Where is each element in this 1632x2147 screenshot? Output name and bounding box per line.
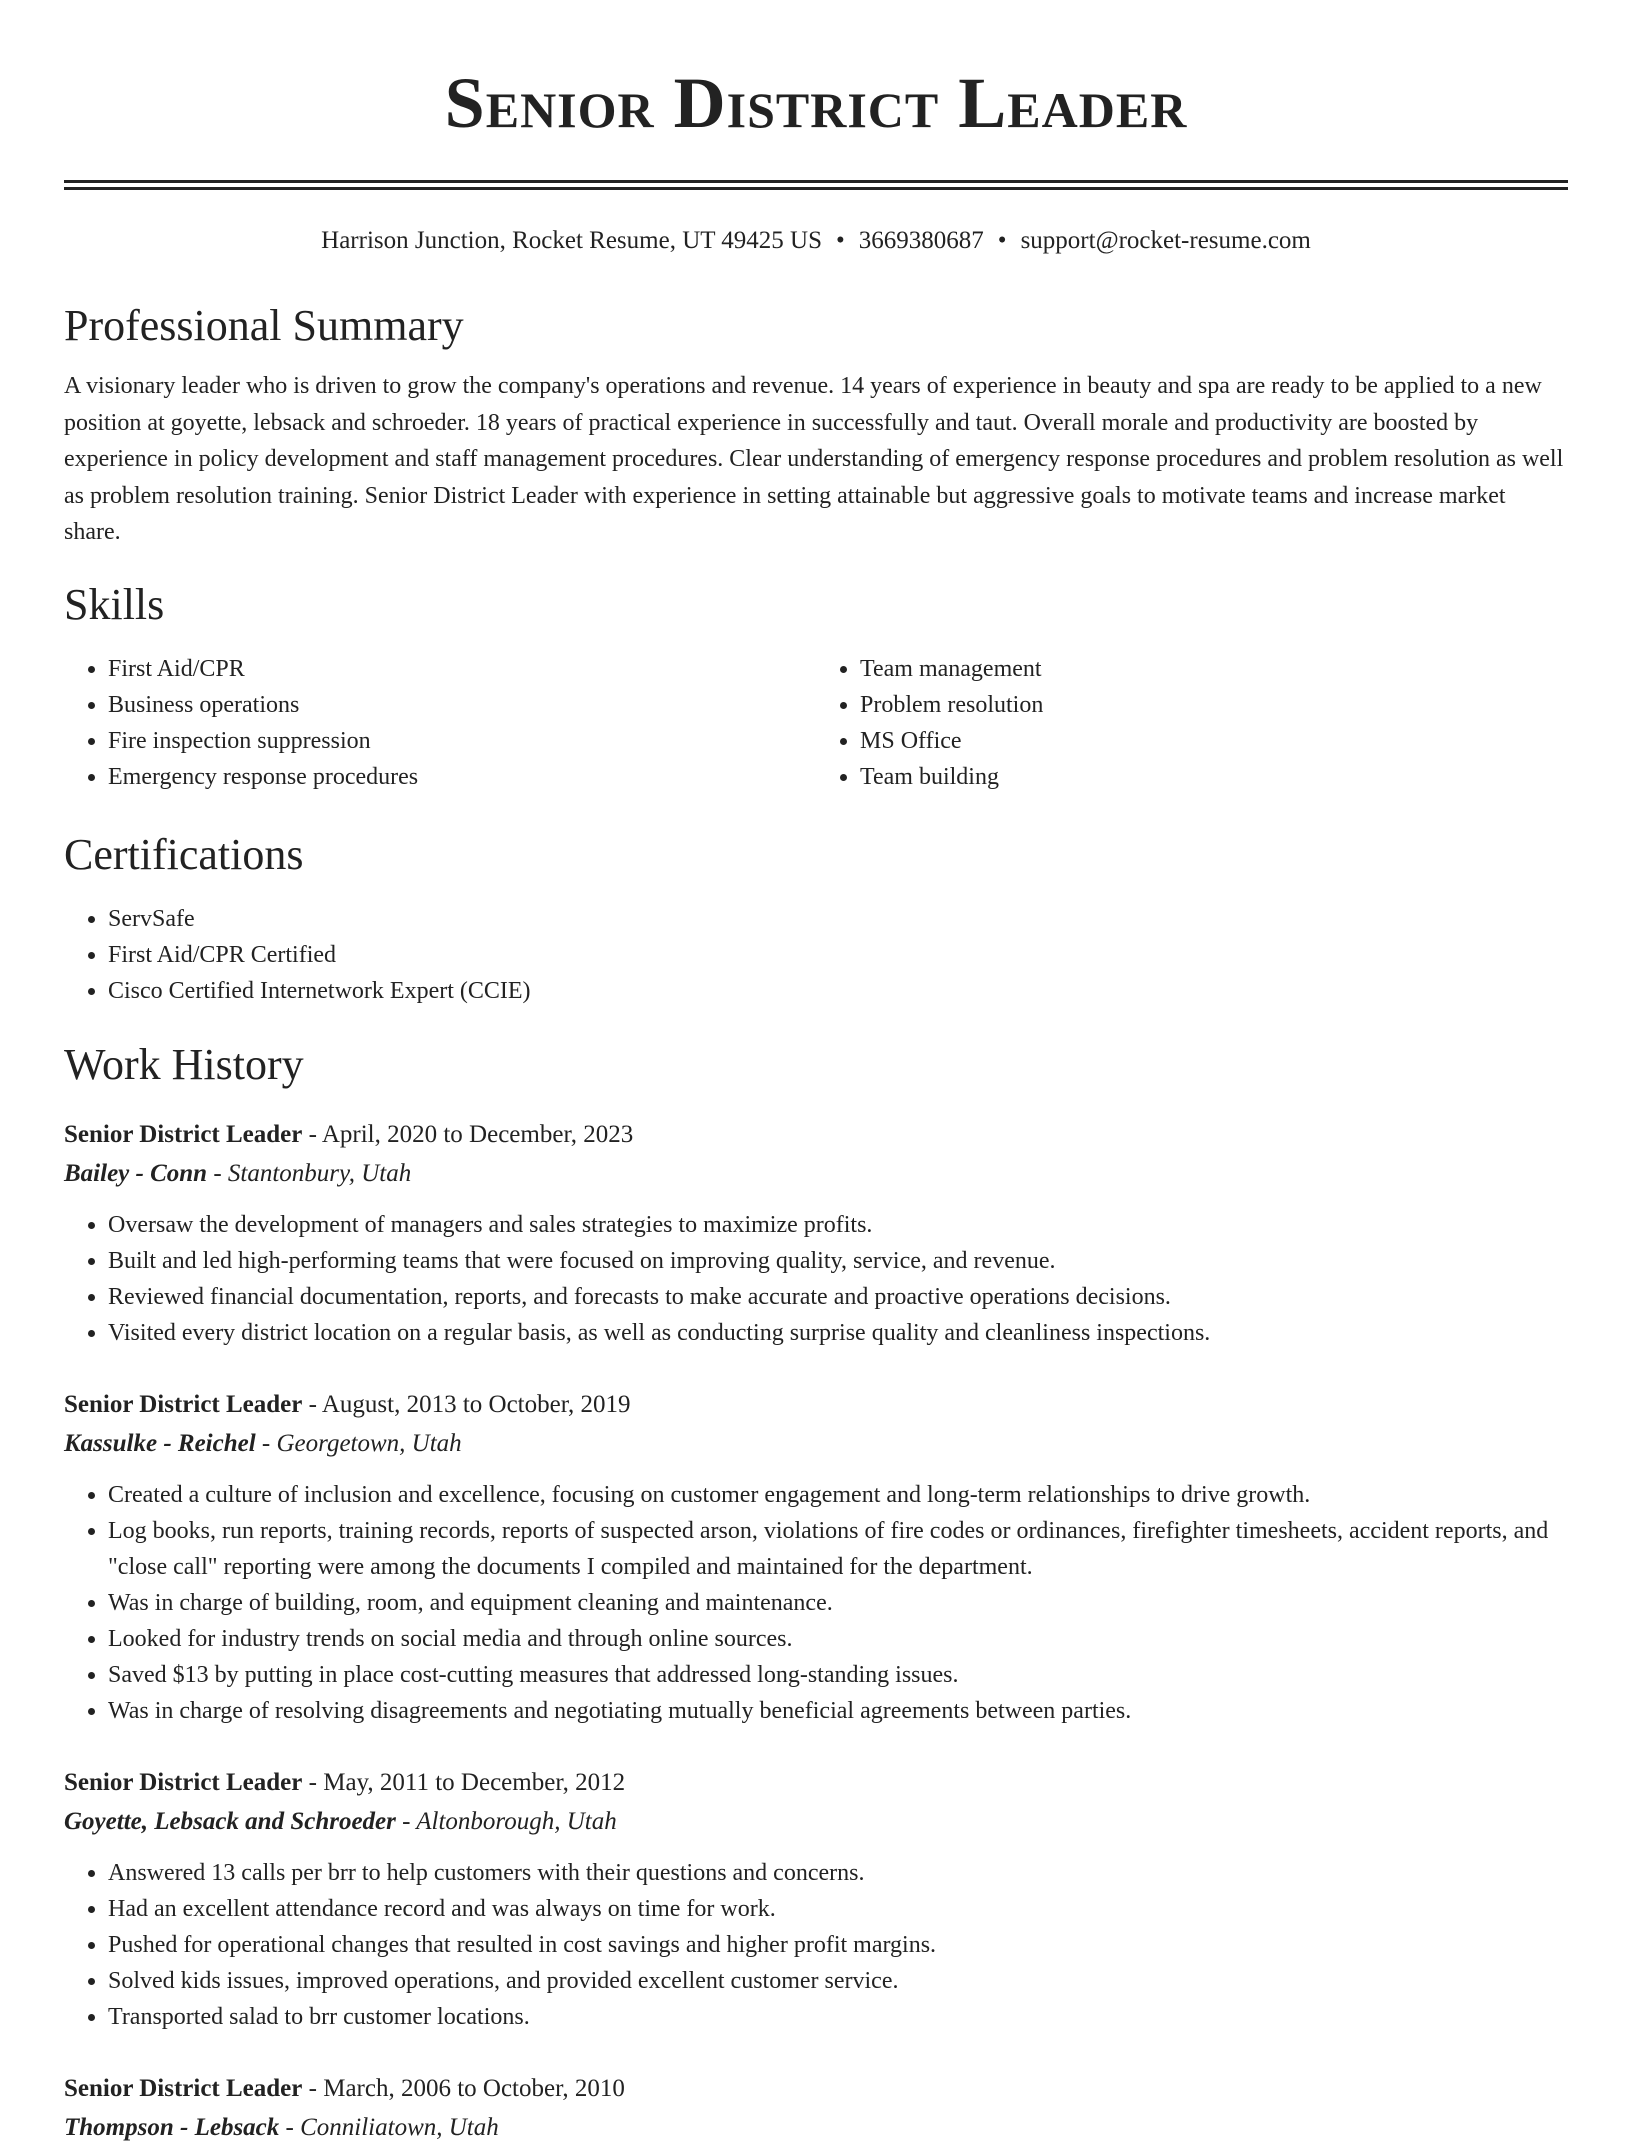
skills-list-left <box>64 651 816 795</box>
job-bullets <box>64 1855 1568 2035</box>
job-bullet: • Pushed for operational changes that resulted in cost savings and higher profit margins. <box>108 1927 1568 1963</box>
job-bullet: • Oversaw the development of managers and sales strategies to maximize profits. <box>108 1207 1568 1243</box>
certifications-heading: Certifications <box>64 829 304 879</box>
skill-item: • Emergency response procedures <box>108 759 816 795</box>
job-bullets <box>64 1207 1568 1351</box>
company-name: Thompson - Lebsack <box>64 2113 280 2141</box>
job-title: Senior District Leader <box>64 1120 303 1148</box>
certification-item: • ServSafe <box>108 901 1568 937</box>
company-name: Kassulke - Reichel <box>64 1429 256 1457</box>
work-history-heading: Work History <box>64 1039 304 1089</box>
certification-item: • Cisco Certified Internetwork Expert (CCIE) <box>108 973 1568 1009</box>
job-bullet: • Transported salad to brr customer locations. <box>108 1999 1568 2035</box>
company-line <box>64 1425 1568 1463</box>
contact-email[interactable]: support@rocket-resume.com <box>1020 227 1311 254</box>
skill-item: • Fire inspection suppression <box>108 723 816 759</box>
company-line <box>64 1803 1568 1841</box>
skill-item: • Team building <box>860 759 1568 795</box>
certification-item: • First Aid/CPR Certified <box>108 937 1568 973</box>
skill-item: • Team management <box>860 651 1568 687</box>
job-bullet: • Saved $13 by putting in place cost-cutting measures that addressed long-standing issues. <box>108 1657 1568 1693</box>
contact-phone: 3669380687 <box>858 227 984 254</box>
company-line <box>64 1155 1568 1193</box>
job-entry <box>64 1385 1568 1729</box>
job-entry <box>64 2069 1568 2147</box>
job-bullet: • Visited every district location on a regular basis, as well as conducting surprise quality and cleanliness inspections. <box>108 1315 1568 1351</box>
job-entry <box>64 1763 1568 2035</box>
company-location: - Georgetown, Utah <box>255 1429 462 1457</box>
job-title-line <box>64 1385 1568 1425</box>
company-location: - Stantonbury, Utah <box>207 1159 412 1187</box>
job-bullet: • Looked for industry trends on social media and through online sources. <box>108 1621 1568 1657</box>
summary-heading: Professional Summary <box>64 301 464 350</box>
skills-columns <box>64 651 1568 795</box>
job-bullet: • Answered 13 calls per brr to help customers with their questions and concerns. <box>108 1855 1568 1891</box>
job-title: Senior District Leader <box>64 1390 303 1418</box>
skill-item: • First Aid/CPR <box>108 651 816 687</box>
job-bullet: • Log books, run reports, training records, reports of suspected arson, violations of fire codes or ordinances, firefighter timesheets, accident reports, and "close call" reporting were among the documents I compiled and maintained for the department. <box>108 1513 1568 1585</box>
job-entry <box>64 1115 1568 1351</box>
job-dates: - August, 2013 to October, 2019 <box>302 1390 631 1418</box>
job-dates: - March, 2006 to October, 2010 <box>302 2074 625 2102</box>
resume-title: Senior District Leader <box>444 63 1188 143</box>
job-bullet: • Reviewed financial documentation, reports, and forecasts to make accurate and proactive operations decisions. <box>108 1279 1568 1315</box>
job-title-line <box>64 1763 1568 1803</box>
summary-text: A visionary leader who is driven to grow the company's operations and revenue. 14 years of experience in beauty and spa are ready to be applied to a new position at goyette, lebsack and schroeder. 18 years of practical experience in successfully and taut. Overall morale and productivity are boosted by experience in policy development and staff management procedures. Clear understanding of emergency response procedures and problem resolution as well as problem resolution training. Senior District Leader with experience in setting attainable but aggressive goals to motivate teams and increase market share. <box>64 373 1564 545</box>
title-double-rule <box>64 180 1568 190</box>
job-title: Senior District Leader <box>64 2074 303 2102</box>
job-bullet: • Solved kids issues, improved operations, and provided excellent customer service. <box>108 1963 1568 1999</box>
skills-list-right <box>816 651 1568 795</box>
job-title: Senior District Leader <box>64 1768 303 1796</box>
job-bullet: • Was in charge of resolving disagreements and negotiating mutually beneficial agreements between parties. <box>108 1693 1568 1729</box>
job-bullet: • Built and led high-performing teams that were focused on improving quality, service, and revenue. <box>108 1243 1568 1279</box>
skill-item: • Business operations <box>108 687 816 723</box>
contact-line <box>64 224 1568 258</box>
job-title-line <box>64 2069 1568 2109</box>
company-location: - Altonborough, Utah <box>395 1807 617 1835</box>
job-bullet: • Had an excellent attendance record and was always on time for work. <box>108 1891 1568 1927</box>
contact-separator: • <box>836 227 845 254</box>
job-bullet: • Was in charge of building, room, and equipment cleaning and maintenance. <box>108 1585 1568 1621</box>
job-dates: - April, 2020 to December, 2023 <box>302 1120 634 1148</box>
contact-separator: • <box>997 227 1007 254</box>
job-dates: - May, 2011 to December, 2012 <box>302 1768 626 1796</box>
job-bullet: • Created a culture of inclusion and excellence, focusing on customer engagement and long-term relationships to drive growth. <box>108 1477 1568 1513</box>
company-name: Bailey - Conn <box>64 1159 208 1187</box>
contact-address: Harrison Junction, Rocket Resume, UT 49425 US <box>321 227 823 254</box>
job-bullets <box>64 1477 1568 1729</box>
skills-heading: Skills <box>64 579 165 629</box>
company-name: Goyette, Lebsack and Schroeder <box>64 1807 396 1835</box>
resume-page <box>64 0 1568 2147</box>
skill-item: • MS Office <box>860 723 1568 759</box>
company-line <box>64 2109 1568 2147</box>
skill-item: • Problem resolution <box>860 687 1568 723</box>
certifications-list <box>64 901 1568 1009</box>
job-title-line <box>64 1115 1568 1155</box>
company-location: - Conniliatown, Utah <box>279 2113 499 2141</box>
